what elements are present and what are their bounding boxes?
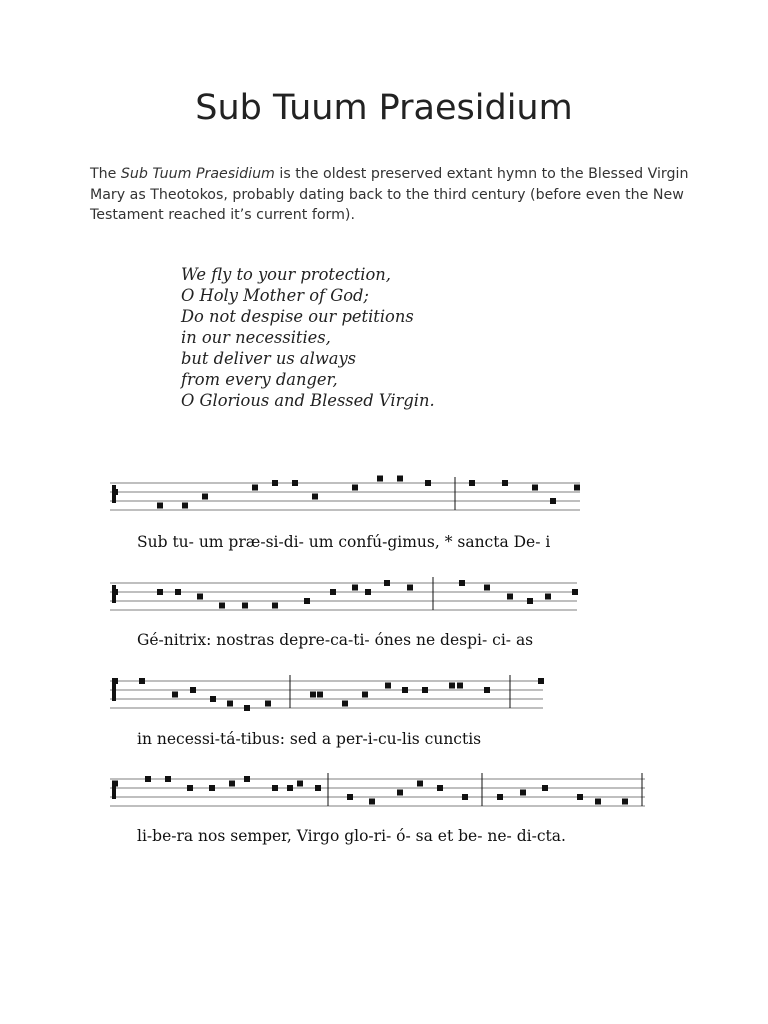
prayer-block — [181, 264, 435, 411]
neume — [417, 781, 423, 787]
neume — [527, 598, 533, 604]
intro-prefix: The — [90, 166, 121, 182]
chant-staff-1 — [0, 470, 768, 522]
prayer-line: We fly to your protection, — [181, 265, 391, 284]
chant-staff-2 — [0, 570, 768, 622]
neume — [407, 585, 413, 591]
prayer-line: but deliver us always — [181, 349, 357, 368]
prayer-line: O Glorious and Blessed Virgin. — [181, 391, 435, 410]
neume — [182, 503, 188, 509]
neume — [502, 480, 508, 486]
chant-lyric-2: Gé-nitrix: nostras depre-ca-ti- ónes ne despi- ci- as — [137, 631, 534, 649]
neume — [449, 683, 455, 689]
neume — [210, 696, 216, 702]
neume — [165, 776, 171, 782]
neume — [112, 781, 118, 787]
neume — [574, 485, 580, 491]
neume — [244, 776, 250, 782]
prayer-line: in our necessities, — [181, 328, 331, 347]
chant-lyric-3: in necessi-tá-tibus: sed a per-i-cu-lis cunctis — [137, 730, 482, 748]
neume — [532, 485, 538, 491]
neume — [342, 701, 348, 707]
neume — [497, 794, 503, 800]
neume — [384, 580, 390, 586]
neume — [272, 785, 278, 791]
neume — [484, 687, 490, 693]
chant-staff-3 — [0, 668, 768, 720]
neume — [377, 476, 383, 482]
prayer-line: from every danger, — [181, 370, 338, 389]
neume — [425, 480, 431, 486]
neume — [157, 589, 163, 595]
neume — [317, 692, 323, 698]
neume — [175, 589, 181, 595]
neume — [330, 589, 336, 595]
neume — [252, 485, 258, 491]
chant-lyric-1: Sub tu- um præ-si-di- um confú-gimus, * sancta De- i — [137, 533, 551, 551]
neume — [190, 687, 196, 693]
neume — [397, 790, 403, 796]
neume — [572, 589, 578, 595]
intro-suffix: is the oldest preserved extant hymn to the Blessed Virgin Mary as Theotokos, probably dating back to the third century (before even the New Testament reached it’s current form). — [90, 166, 689, 223]
neume — [550, 498, 556, 504]
neume — [402, 687, 408, 693]
neume — [272, 603, 278, 609]
neume — [459, 580, 465, 586]
neume — [272, 480, 278, 486]
neume — [172, 692, 178, 698]
neume — [538, 678, 544, 684]
neume — [362, 692, 368, 698]
neume — [157, 503, 163, 509]
neume — [139, 678, 145, 684]
neume — [187, 785, 193, 791]
chant-lyric-4: li-be-ra nos semper, Virgo glo-ri- ó- sa et be- ne- di-cta. — [137, 827, 566, 845]
neume — [315, 785, 321, 791]
neume — [304, 598, 310, 604]
neume — [265, 701, 271, 707]
neume — [292, 480, 298, 486]
neume — [422, 687, 428, 693]
neume — [229, 781, 235, 787]
neume — [244, 705, 250, 711]
neume — [242, 603, 248, 609]
neume — [369, 799, 375, 805]
intro-paragraph — [90, 164, 690, 226]
neume — [219, 603, 225, 609]
neume — [352, 585, 358, 591]
prayer-line: Do not despise our petitions — [181, 307, 414, 326]
neume — [507, 594, 513, 600]
neume — [595, 799, 601, 805]
neume — [112, 589, 118, 595]
neume — [145, 776, 151, 782]
neume — [437, 785, 443, 791]
neume — [397, 476, 403, 482]
neume — [209, 785, 215, 791]
neume — [112, 678, 118, 684]
neume — [469, 480, 475, 486]
neume — [347, 794, 353, 800]
neume — [202, 494, 208, 500]
neume — [287, 785, 293, 791]
neume — [310, 692, 316, 698]
prayer-line: O Holy Mother of God; — [181, 286, 369, 305]
neume — [352, 485, 358, 491]
neume — [297, 781, 303, 787]
clef-mark — [112, 683, 116, 701]
neume — [112, 489, 118, 495]
neume — [577, 794, 583, 800]
neume — [197, 594, 203, 600]
neume — [542, 785, 548, 791]
neume — [312, 494, 318, 500]
chant-staff-4 — [0, 766, 768, 818]
neume — [385, 683, 391, 689]
neume — [462, 794, 468, 800]
neume — [520, 790, 526, 796]
neume — [365, 589, 371, 595]
neume — [484, 585, 490, 591]
neume — [457, 683, 463, 689]
neume — [545, 594, 551, 600]
neume — [622, 799, 628, 805]
intro-emphasis: Sub Tuum Praesidium — [120, 166, 275, 182]
neume — [227, 701, 233, 707]
page-title: Sub Tuum Praesidium — [195, 88, 573, 128]
